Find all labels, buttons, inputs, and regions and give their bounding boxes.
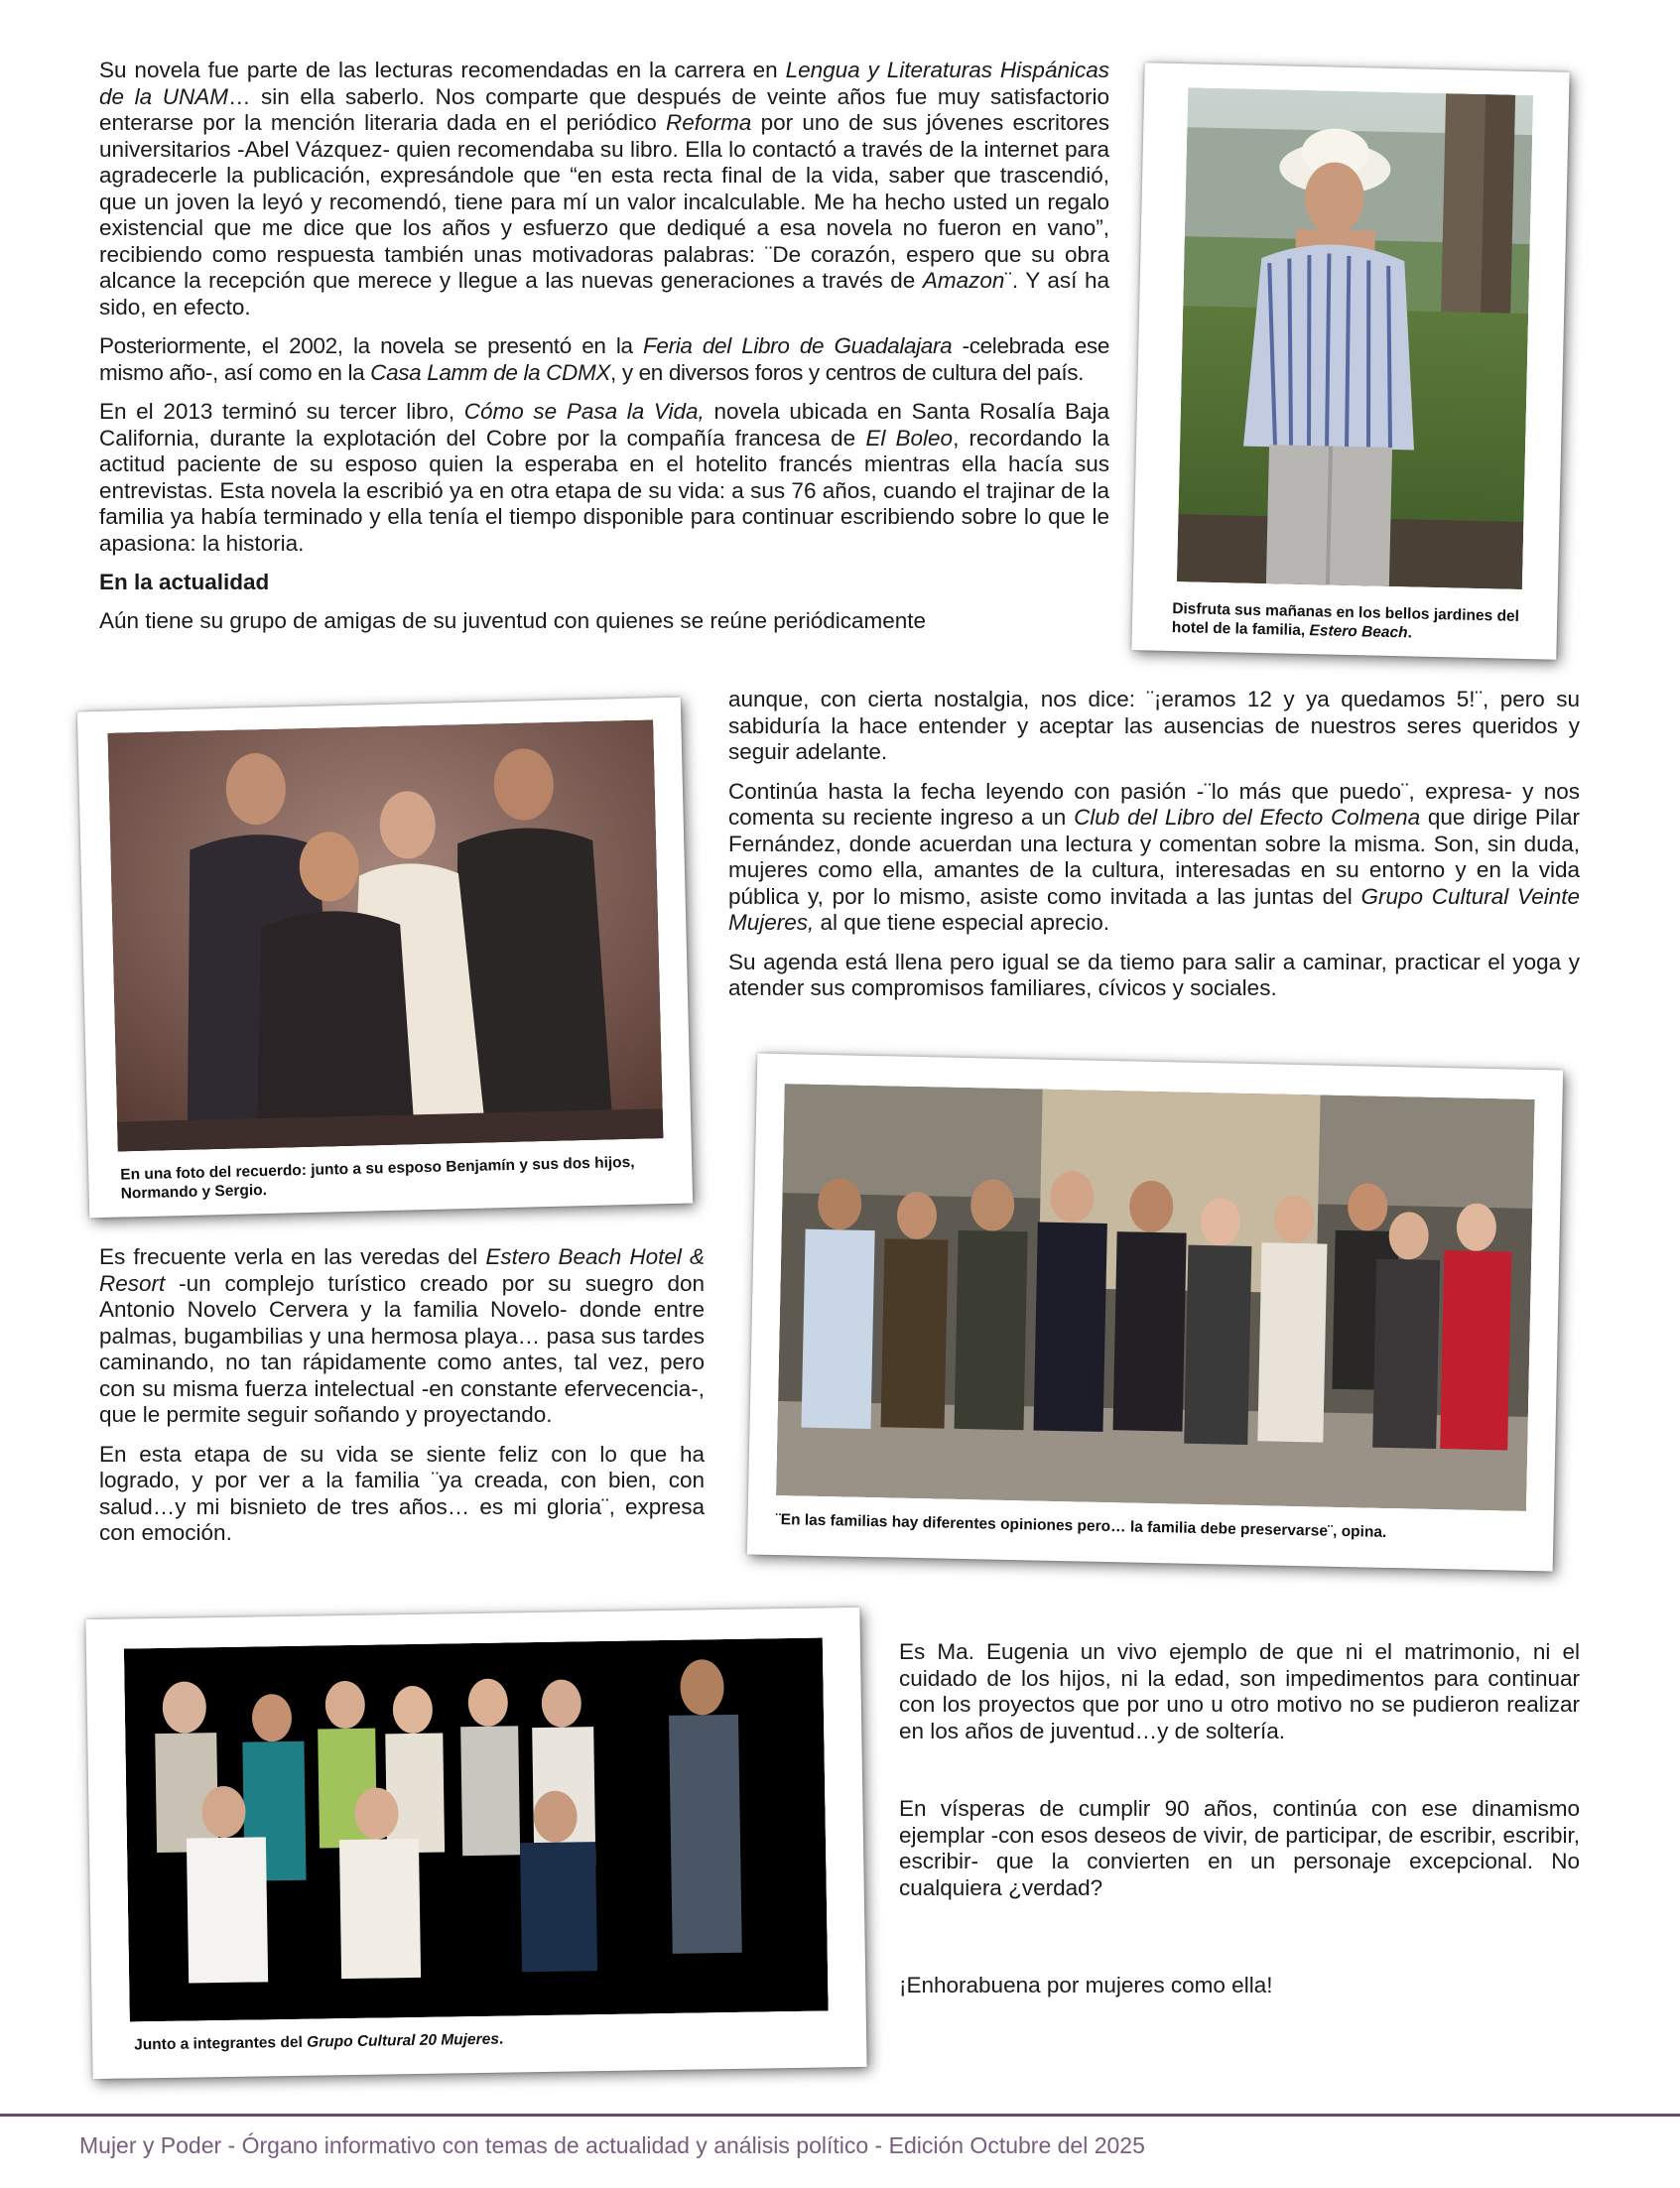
actualidad-first-line: Aún tiene su grupo de amigas de su juventud con quienes se reúne periódicamente [99,607,927,633]
paragraph-90-years: En vísperas de cumplir 90 años, continúa con ese dinamismo ejemplar -con esos deseos de vivir, de participar, de escribir, escribir, escribir- que la convierten en un personaje excepcional. No cualquiera ¿verdad? [899,1796,1580,1900]
intro-text-block [99,58,1109,634]
paragraph-reading: Continúa hasta la fecha leyendo con pasión -¨lo más que puedo¨, expresa- y nos comenta su reciente ingreso a un Club del Libro del Efecto Colmena que dirige Pilar Fernández, donde acuerdan una lectura y comentan sobre la misma. Son, sin duda, mujeres como ella, amantes de la cultura, interesadas en su entorno y en la vida pública y, por lo mismo, asiste como invitada a las juntas del Grupo Cultural Veinte Mujeres, al que tiene especial aprecio. [728,778,1580,935]
left-column-text [99,1244,705,1560]
paragraph-book-fair: Posteriormente, el 2002, la novela se presentó en la Feria del Libro de Guadalajara -celebrada ese mismo año-, así como en la Casa Lamm de la CDMX, y en diversos foros y centros de cultura del país. [99,333,1109,385]
photo-family-group [776,1084,1535,1511]
footer-publication-line: Mujer y Poder - Órgano informativo con temas de actualidad y análisis político - Edición Octubre del 2025 [79,2132,1145,2158]
caption-garden: Disfruta sus mañanas en los bellos jardines del hotel de la familia, Estero Beach. [1171,599,1520,642]
paragraph-enhorabuena: ¡Enhorabuena por mujeres como ella! [899,1973,1273,1997]
paragraph-third-book: En el 2013 terminó su tercer libro, Cómo se Pasa la Vida, novela ubicada en Santa Rosalía Baja California, durante la explotación del Cobre por la compañía francesa de El Boleo, recordando la actitud paciente de su esposo quien la esperaba en el hotelito francés mientras ella hacía sus entrevistas. Esta novela la escribió ya en otra etapa de su vida: a sus 76 años, cuando el trajinar de la familia ya había terminado y ella tenía el tiempo disponible para continuar escribiendo sobre lo que le apasiona: la historia. [99,399,1109,556]
caption-family-portrait: En una foto del recuerdo: junto a su esposo Benjamín y sus dos hijos, Normando y Sergio. [120,1153,635,1203]
photo-grupo-cultural [124,1637,829,2021]
paragraph-agenda: Su agenda está llena pero igual se da tiemo para salir a caminar, practicar el yoga y atender sus compromisos familiares, cívicos y sociales. [728,949,1580,1000]
paragraph-estero-beach: Es frecuente verla en las veredas del Estero Beach Hotel & Resort -un complejo turístico creado por su suegro don Antonio Novelo Cervera y la familia Novelo- donde entre palmas, bugambilias y una hermosa playa… pasa sus tardes caminando, no tan rápidamente como antes, tal vez, pero con su misma fuerza intelectual -en constante efervecencia-, que le permite seguir soñando y proyectando. [99,1244,705,1427]
paragraph-nostalgia: aunque, con cierta nostalgia, nos dice: ¨¡eramos 12 y ya quedamos 5!¨, pero su sabiduría la hace entender y aceptar las ausencias de nuestros seres queridos y seguir adelante. [728,687,1580,764]
garden-photo-graphic [1177,87,1533,589]
footer-divider [0,2114,1680,2117]
paragraph-novel-recommended: Su novela fue parte de las lecturas recomendadas en la carrera en Lengua y Literaturas Hispánicas de la UNAM… sin ella saberlo. Nos comparte que después de veinte años fue muy satisfactorio enterarse por la mención literaria dada en el periódico Reforma por uno de sus jóvenes escritores universitarios -Abel Vázquez- quien recomendaba su libro. Ella lo contactó a través de la internet para agradecerle la publicación, expresándole que “en esta recta final de la vida, saber que trascendió, que un joven la leyó y recomendó, tiene para mí un valor incalculable. Me ha hecho usted un regalo existencial que me dice que los años y esfuerzo que dediqué a esa novela no fueron en vano”, recibiendo como respuesta también unas motivadoras palabras: ¨De corazón, espero que su obra alcance la recepción que merece y llegue a las nuevas generaciones a través de Amazon¨. Y así ha sido, en efecto. [99,58,1110,320]
closing-text-block [899,1639,1580,2012]
caption-family-group: ¨En las familias hay diferentes opiniones pero… la familia debe preservarse¨, opina. [775,1511,1387,1541]
photo-card-family-portrait [77,698,693,1219]
paragraph-vivo-ejemplo: Es Ma. Eugenia un vivo ejemplo de que ni el matrimonio, ni el cuidado de los hijos, ni la edad, son impedimentos para continuar con los proyectos que por uno u otro motivo no se pudieron realizar en los años de juventud…y de soltería. [899,1639,1580,1743]
photo-card-garden [1131,63,1569,660]
photo-family-portrait [107,719,663,1151]
photo-card-grupo-cultural [85,1608,866,2079]
family-portrait-graphic [107,719,663,1151]
family-group-graphic [776,1084,1535,1511]
section-heading: En la actualidad [99,570,270,594]
photo-woman-garden [1177,87,1533,589]
photo-card-family-group [747,1054,1563,1572]
grupo-cultural-graphic [124,1637,829,2021]
paragraph-happiness: En esta etapa de su vida se siente feliz con lo que ha logrado, y por ver a la familia ¨ya creada, con bien, con salud…y mi bisnieto de tres años… es mi gloria¨, expresa con emoción. [99,1441,705,1545]
right-column-text [728,687,1580,1015]
caption-grupo-cultural: Junto a integrantes del Grupo Cultural 20 Mujeres. [134,2030,504,2054]
